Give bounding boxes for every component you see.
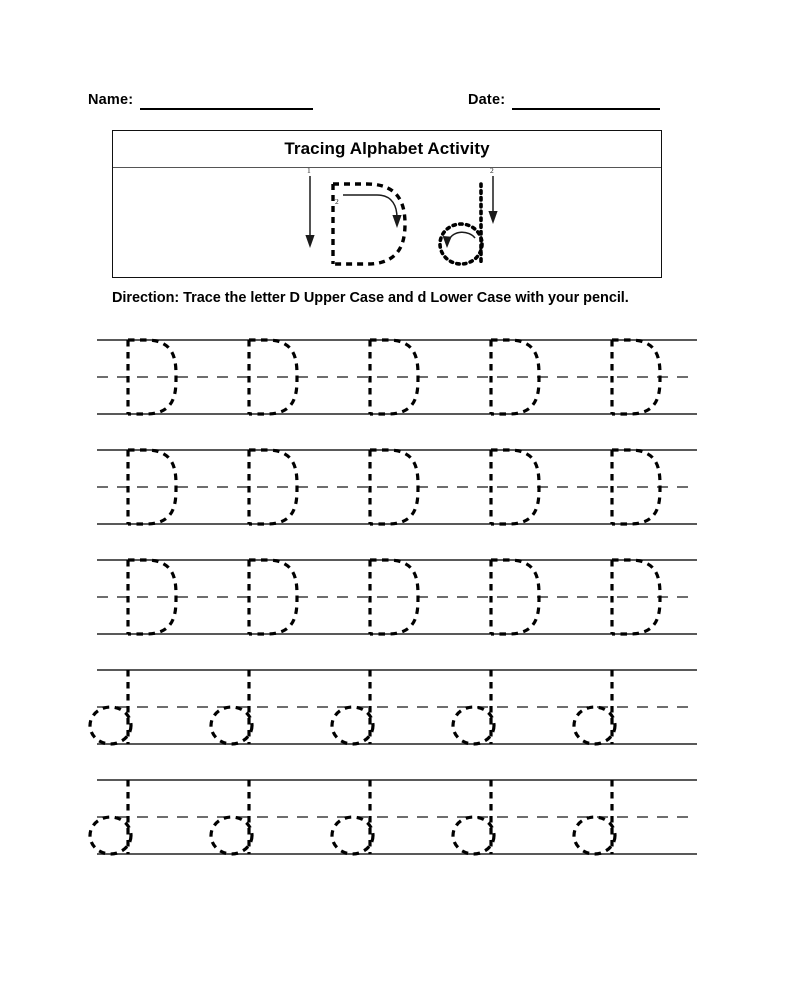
demo-lower-stroke-2-arrowhead	[488, 211, 497, 224]
trace-letter-uppercase-d[interactable]	[491, 560, 539, 634]
page-title: Tracing Alphabet Activity	[284, 139, 490, 158]
date-label: Date:	[468, 91, 506, 108]
trace-letter-uppercase-d[interactable]	[370, 340, 418, 414]
practice-row[interactable]	[0, 777, 788, 857]
trace-d-bowl	[128, 340, 176, 414]
demo-stroke-1-arrow-lowercase	[443, 232, 475, 248]
trace-letter-uppercase-d[interactable]	[370, 450, 418, 524]
trace-d-bowl	[370, 340, 418, 414]
demo-stroke-1-number: 1	[307, 168, 311, 175]
practice-row[interactable]	[0, 557, 788, 637]
trace-lower-d-bowl	[211, 707, 252, 744]
trace-lower-d-bowl	[574, 817, 615, 854]
worksheet-header	[0, 84, 788, 114]
demo-letter-uppercase-d	[333, 184, 405, 264]
trace-lower-d-bowl	[90, 817, 131, 854]
trace-d-bowl	[612, 560, 660, 634]
practice-row[interactable]	[0, 667, 788, 747]
demo-lower-stroke-1-shaft	[449, 232, 475, 240]
practice-row[interactable]	[0, 447, 788, 527]
name-label: Name:	[88, 91, 134, 108]
trace-letter-lowercase-d[interactable]	[453, 780, 494, 854]
demo-stroke-2-number: 2	[335, 197, 339, 206]
demo-stroke-2-arrow-lowercase	[488, 168, 497, 224]
trace-lower-d-bowl	[574, 707, 615, 744]
activity-box	[112, 130, 662, 278]
trace-letter-lowercase-d[interactable]	[90, 670, 131, 744]
practice-row-graphic	[0, 447, 788, 527]
trace-d-bowl	[491, 560, 539, 634]
trace-d-bowl	[612, 340, 660, 414]
demo-stroke-2-shaft	[343, 195, 397, 218]
trace-lower-d-bowl	[453, 707, 494, 744]
trace-d-bowl	[612, 450, 660, 524]
demo-lower-stroke-1-arrowhead	[443, 236, 452, 248]
demo-stroke-2-arrowhead	[392, 215, 401, 228]
trace-lower-d-bowl	[453, 817, 494, 854]
trace-d-bowl	[249, 450, 297, 524]
demo-stroke-1-arrowhead	[305, 235, 314, 248]
trace-letter-lowercase-d[interactable]	[453, 670, 494, 744]
trace-letter-lowercase-d[interactable]	[332, 780, 373, 854]
practice-row[interactable]	[0, 337, 788, 417]
trace-lower-d-bowl	[332, 817, 373, 854]
trace-letter-uppercase-d[interactable]	[249, 340, 297, 414]
trace-letter-lowercase-d[interactable]	[211, 780, 252, 854]
trace-d-bowl	[491, 340, 539, 414]
trace-letter-lowercase-d[interactable]	[574, 670, 615, 744]
stroke-demo-graphic	[113, 168, 660, 275]
stroke-demo-area	[113, 168, 661, 277]
trace-d-bowl	[249, 340, 297, 414]
trace-d-bowl	[491, 450, 539, 524]
demo-d-bowl	[333, 184, 405, 264]
name-input-line[interactable]	[140, 107, 313, 110]
activity-title-bar	[113, 131, 661, 168]
demo-stroke-2-arrow-uppercase	[335, 195, 402, 228]
trace-d-bowl	[249, 560, 297, 634]
practice-row-graphic	[0, 337, 788, 417]
date-field-group	[468, 84, 660, 110]
trace-letter-lowercase-d[interactable]	[90, 780, 131, 854]
trace-letter-uppercase-d[interactable]	[249, 450, 297, 524]
direction-text: Direction: Trace the letter D Upper Case and d Lower Case with your pencil.	[112, 290, 629, 306]
trace-letter-uppercase-d[interactable]	[612, 340, 660, 414]
trace-letter-uppercase-d[interactable]	[491, 450, 539, 524]
trace-letter-uppercase-d[interactable]	[128, 560, 176, 634]
trace-letter-uppercase-d[interactable]	[128, 450, 176, 524]
trace-letter-uppercase-d[interactable]	[491, 340, 539, 414]
demo-stroke-1-arrow-uppercase	[305, 168, 314, 248]
trace-d-bowl	[370, 450, 418, 524]
trace-d-bowl	[370, 560, 418, 634]
date-input-line[interactable]	[512, 107, 660, 110]
trace-letter-uppercase-d[interactable]	[128, 340, 176, 414]
trace-letter-lowercase-d[interactable]	[332, 670, 373, 744]
trace-d-bowl	[128, 450, 176, 524]
trace-lower-d-bowl	[332, 707, 373, 744]
trace-letter-uppercase-d[interactable]	[249, 560, 297, 634]
practice-row-graphic	[0, 557, 788, 637]
trace-letter-lowercase-d[interactable]	[211, 670, 252, 744]
trace-letter-lowercase-d[interactable]	[574, 780, 615, 854]
trace-lower-d-bowl	[211, 817, 252, 854]
practice-row-graphic	[0, 777, 788, 857]
practice-row-graphic	[0, 667, 788, 747]
name-field-group	[88, 84, 313, 110]
demo-lower-stroke-2-number: 2	[490, 168, 494, 175]
trace-letter-uppercase-d[interactable]	[612, 560, 660, 634]
trace-d-bowl	[128, 560, 176, 634]
trace-lower-d-bowl	[90, 707, 131, 744]
trace-letter-uppercase-d[interactable]	[612, 450, 660, 524]
trace-letter-uppercase-d[interactable]	[370, 560, 418, 634]
demo-letter-lowercase-d	[440, 184, 482, 264]
